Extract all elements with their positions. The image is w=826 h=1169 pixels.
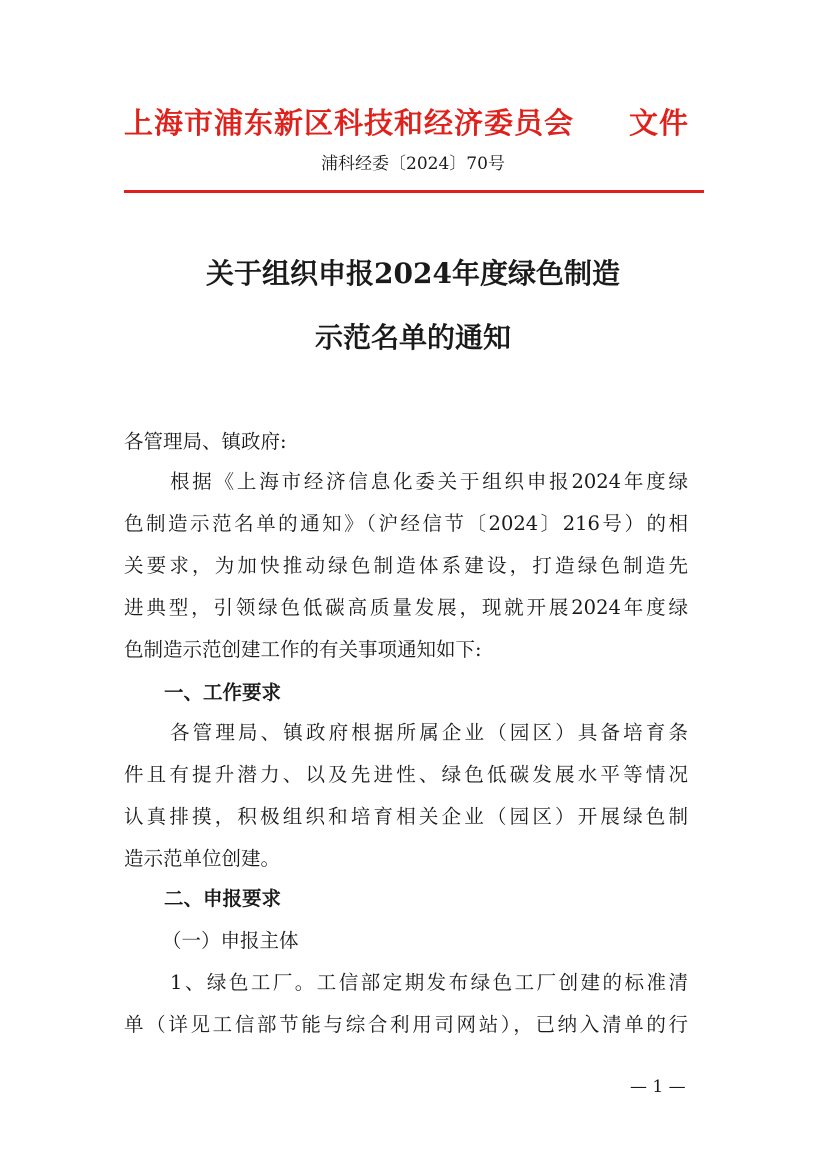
red-separator-line [124,190,704,193]
paragraph-line: 根据《上海市经济信息化委关于组织申报2024年度绿 [170,470,688,493]
document-title-line-2: 示范名单的通知 [314,321,511,354]
document-type-label: 文件 [629,106,690,140]
paragraph-line: 1、绿色工厂。工信部定期发布绿色工厂创建的标准清 [170,971,688,994]
page-number: — 1 — [630,1077,686,1097]
document-number: 浦科经委〔2024〕70号 [321,154,505,174]
subsection-heading-applicant: （一）申报主体 [162,929,299,952]
paragraph-line: 件且有提升潜力、以及先进性、绿色低碳发展水平等情况 [124,763,688,786]
paragraph-line: 造示范单位创建。 [124,847,281,870]
section-heading-application-requirements: 二、申报要求 [164,887,282,910]
section-heading-work-requirements: 一、工作要求 [164,681,282,704]
issuing-organization: 上海市浦东新区科技和经济委员会 [124,106,575,140]
paragraph-line: 关要求，为加快推动绿色制造体系建设，打造绿色制造先 [124,554,688,577]
salutation: 各管理局、镇政府: [124,430,287,453]
document-masthead [124,101,704,142]
paragraph-line: 色制造示范创建工作的有关事项通知如下: [124,638,482,661]
paragraph-line: 各管理局、镇政府根据所属企业（园区）具备培育条 [170,721,688,744]
paragraph-line: 单（详见工信部节能与综合利用司网站），已纳入清单的行 [124,1013,688,1036]
paragraph-line: 进典型，引领绿色低碳高质量发展，现就开展2024年度绿 [124,596,688,619]
paragraph-line: 认真排摸，积极组织和培育相关企业（园区）开展绿色制 [124,805,688,828]
document-title-line-1: 关于组织申报2024年度绿色制造 [206,257,620,290]
paragraph-line: 色制造示范名单的通知》（沪经信节〔2024〕216号）的相 [124,512,688,535]
